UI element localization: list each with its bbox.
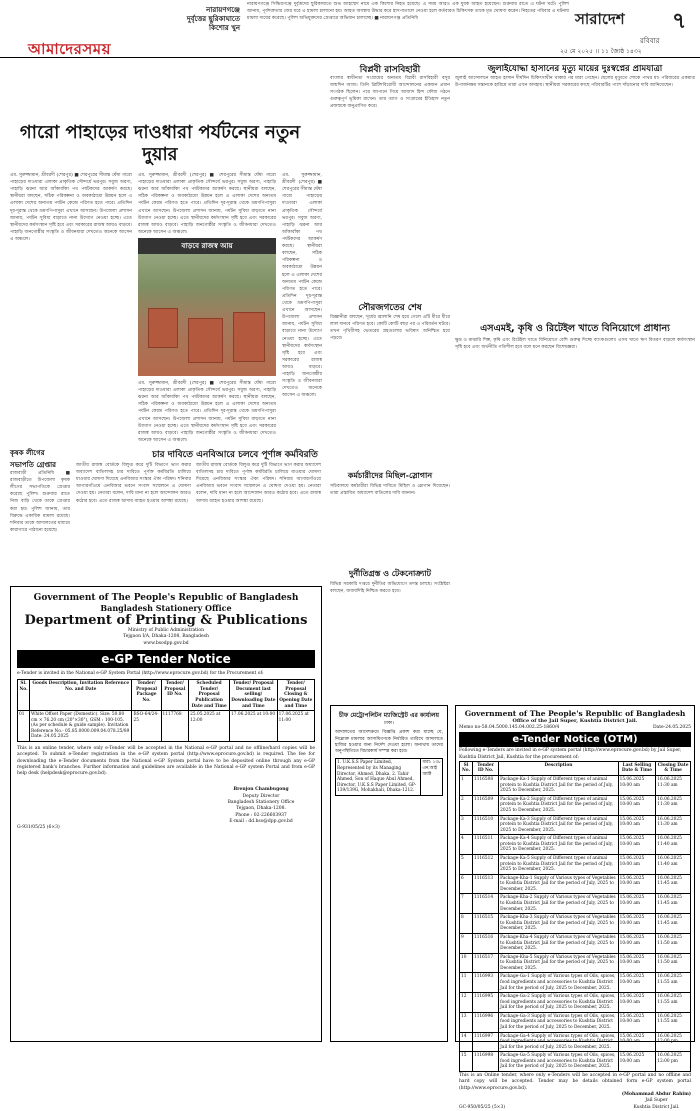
table-cell: 15 bbox=[460, 1052, 473, 1072]
table-row bbox=[460, 835, 691, 855]
masthead bbox=[0, 0, 700, 58]
table-row bbox=[460, 933, 691, 953]
table-cell: BSO-64/24-25 bbox=[132, 711, 161, 742]
story-body: বিভিন্ন সরকারি দপ্তরে দুর্নীতির অভিযোগে তদন্ত চলছে। সংশ্লিষ্টরা বলছেন, জবাবদিহি নিশ্চিত করতে হবে। bbox=[330, 582, 450, 595]
table-cell: 1116508 bbox=[472, 776, 498, 796]
table-cell: 16.06.2025 11:30 am bbox=[656, 795, 691, 815]
table-cell: 15.06.2025 10:00 am bbox=[618, 795, 656, 815]
ad-office: Bangladesh Stationery Office bbox=[100, 603, 232, 613]
table-cell: Package-Ga-4 Supply of Various types of Oils, spices, food ingredients and accessories to Kushtia District Jail for the period of July, 2025 to December, 2025. bbox=[499, 1032, 618, 1052]
table-cell: 15.06.2025 10:00 am bbox=[618, 1012, 656, 1032]
table-row bbox=[460, 1052, 691, 1072]
ad-gov: Government of The People's Republic of Bangladesh bbox=[464, 709, 686, 718]
col-header: Goods Description, Invitation Reference No. and Date bbox=[29, 680, 132, 711]
table-cell: 17.06.2025 at 10:00 bbox=[230, 711, 278, 742]
table-cell: Package-Ka-4 Supply of Different types of animal protein to Kushtia District Jail for the period of July, 2025 to December, 2025. bbox=[499, 835, 618, 855]
ad-dept: Department of Printing & Publications bbox=[24, 613, 308, 628]
story-headline: কর্মচারীদের মিছিল-স্লোগান bbox=[347, 471, 433, 480]
ad-title: e-Tender Notice (OTM) bbox=[459, 732, 691, 747]
signer-email: E-mail : dd.bso@dpp.gov.bd bbox=[229, 818, 293, 824]
table-row bbox=[18, 711, 315, 742]
table-cell: 9 bbox=[460, 933, 473, 953]
col-header: Tender/ Proposal Closing & Opening Date and Time bbox=[277, 680, 314, 711]
signer-name: Brenjon Chambugong bbox=[233, 787, 289, 793]
table-row bbox=[460, 795, 691, 815]
top-story-text: নারায়ণগঞ্জে সিদ্ধিরগঞ্জে দুর্বৃত্তদের ছুরিকাঘাতে শুভ আহম্মেদ নামে এক কিশোর নিহত হয়েছে। এ সময় আরও এক যুবক আহত হয়েছেন। শুক্রবার রাতে এ ঘটনা ঘটে। পুলিশ জানায়, পূর্বশত্রুতার জের ধরে এ হামলা চালানো হয়। আহত অবস্থায় উদ্ধার করে হাসপাতালে নেওয়া হলে কর্তব্যরত চিকিৎসক তাকে মৃত ঘোষণা করেন। নিহতের পরিবার এ ঘটনায় মামলা দায়ের করেছে। পুলিশ অভিযুক্তদের গ্রেপ্তারে অভিযান চালাচ্ছে। ■ নারায়ণগঞ্জ প্রতিনিধি bbox=[247, 2, 569, 21]
table-cell: 17.06.2025 at 11:00 bbox=[277, 711, 314, 742]
printing-tender-notice bbox=[10, 586, 322, 1042]
ad-subtitle: ঢাকা। bbox=[384, 721, 394, 726]
story-body: রাজবাড়ী প্রতিনিধি ■ রাজবাড়ীতে উপজেলা কৃষক লীগের সভাপতিকে গ্রেপ্তার করেছে পুলিশ। শুক্রবার রাতে নিজ বাড়ি থেকে তাকে গ্রেপ্তার করা হয়। পুলিশ জানায়, তার বিরুদ্ধে একাধিক মামলা রয়েছে। শনিবার তাকে আদালতের মাধ্যমে কারাগারে পাঠানো হয়েছে। bbox=[10, 471, 70, 533]
ad-title: e-GP Tender Notice bbox=[17, 650, 315, 668]
dateline: ২৫ মে ২০২৫ ।। ১১ জ্যৈষ্ঠ ১৪৩২ bbox=[560, 48, 642, 55]
table-cell: ধারা: ১৩৮ এন.আই অ্যাক্ট bbox=[421, 759, 443, 795]
table-cell: 16.06.2025 11:40 am bbox=[656, 854, 691, 874]
table-cell: 16.06.2025 12:00 pm bbox=[656, 1032, 691, 1052]
table-cell: 16.06.2025 11:40 am bbox=[656, 835, 691, 855]
table-cell: 16.06.2025 11:30 am bbox=[656, 815, 691, 835]
brick-stack bbox=[233, 312, 265, 362]
table-cell: 4 bbox=[460, 835, 473, 855]
story-headline: সৌরজগতের শেষ bbox=[358, 303, 422, 313]
brick-field-photo bbox=[138, 238, 276, 376]
table-cell: Package-Ga-5 Supply of Various types of Oils, spices, food ingredients and accessories to Kushtia District Jail for the period of July, 2025 to December, 2025. bbox=[499, 1052, 618, 1072]
table-cell: 5 bbox=[460, 854, 473, 874]
story-body: এম. সুরুজ্জামান, শ্রীবরদী (শেরপুর) ■ শেরপুরের সীমান্ত ঘেঁষা গারো পাহাড়ের দাওধারা এলাকা প্রাকৃতিক সৌন্দর্যে ভরপুর। সবুজ অরণ্য, পাহাড়ি ঝরনা আর আঁকাবাঁকা পথ পর্যটকদের আকর্ষণ করছে। স্থানীয়রা বলছেন, সঠিক পরিকল্পনা ও অবকাঠামো উন্নয়ন হলে এ এলাকা দেশের অন্যতম পর্যটন কেন্দ্রে পরিণত হতে পারে। প্রতিদিন দূর-দূরান্ত থেকে ভ্রমণপিপাসুরা এখানে আসছেন। উপজেলা প্রশাসন জানায়, পর্যটন সুবিধা বাড়াতে নানা উদ্যোগ নেওয়া হচ্ছে। এতে স্থানীয়দের কর্মসংস্থান সৃষ্টি হবে এবং সরকারের রাজস্ব আয়ও বাড়বে। পাহাড়ি জনগোষ্ঠীর সংস্কৃতি ও জীবনধারা দেখতেও অনেকে আসেন এ অঞ্চলে। bbox=[138, 381, 276, 443]
story-headline: কৃষক লীগের সভাপতি গ্রেপ্তার bbox=[10, 449, 57, 469]
story-body: এম. সুরুজ্জামান, শ্রীবরদী (শেরপুর) ■ শেরপুরের সীমান্ত ঘেঁষা গারো পাহাড়ের দাওধারা এলাকা প্রাকৃতিক সৌন্দর্যে ভরপুর। সবুজ অরণ্য, পাহাড়ি ঝরনা আর আঁকাবাঁকা পথ পর্যটকদের আকর্ষণ করছে। স্থানীয়রা বলছেন, সঠিক পরিকল্পনা ও অবকাঠামো উন্নয়ন হলে এ এলাকা দেশের অন্যতম পর্যটন কেন্দ্রে পরিণত হতে পারে। প্রতিদিন দূর-দূরান্ত থেকে ভ্রমণপিপাসুরা এখানে আসছেন। উপজেলা প্রশাসন জানায়, পর্যটন সুবিধা বাড়াতে নানা উদ্যোগ নেওয়া হচ্ছে। এতে স্থানীয়দের কর্মসংস্থান সৃষ্টি হবে এবং সরকারের রাজস্ব আয়ও বাড়বে। পাহাড়ি জনগোষ্ঠীর সংস্কৃতি ও জীবনধারা দেখতেও অনেকে আসেন এ অঞ্চলে। bbox=[282, 173, 323, 399]
case-table bbox=[335, 758, 443, 795]
col-header: Last Selling Date & Time bbox=[618, 761, 656, 775]
table-cell: 1117768 bbox=[161, 711, 189, 742]
table-cell: 1116993 bbox=[472, 973, 498, 993]
story-headline: বিপ্লবী রাসবিহারী bbox=[359, 65, 421, 75]
story-body: বিজ্ঞানীরা বলছেন, সূর্যের জ্বালানি শেষ হয়ে গেলে এটি ধীরে ধীরে লাল দানবে পরিণত হবে। কোটি কোটি বছর পর এ পরিবর্তন ঘটবে। তখন পৃথিবীসহ ভেতরের গ্রহগুলোর ভবিষ্যৎ অনিশ্চিত হয়ে পড়বে। bbox=[330, 315, 450, 342]
story-body: জাতীয় রাজস্ব বোর্ডকে বিলুপ্ত করে দুটি বিভাগে ভাগ করার অধ্যাদেশ বাতিলসহ চার দাবিতে পূর্ণাঙ্গ কর্মবিরতি চালিয়ে যাওয়ার ঘোষণা দিয়েছে এনবিআর সংস্কার ঐক্য পরিষদ। শনিবার আগারগাঁওয়ে এনবিআর ভবনে সংবাদ সম্মেলনে এ ঘোষণা দেওয়া হয়। নেতারা বলেন, দাবি মানা না হলে আন্দোলন আরও কঠোর হবে। এতে রাজস্ব আদায় ব্যাহত হওয়ার আশঙ্কা রয়েছে। bbox=[196, 463, 321, 504]
signer-org: Kushtia District Jail. bbox=[633, 1104, 680, 1110]
table-row bbox=[460, 914, 691, 934]
table-cell: 15.06.2025 10:00 am bbox=[618, 914, 656, 934]
tender-table bbox=[17, 679, 315, 742]
signer-phone: Phone : 02-226603937 bbox=[235, 812, 287, 818]
story-body: ক্ষুদ্র ও মাঝারি শিল্প, কৃষি এবং রিটেইল খাতে বিনিয়োগে বেশি গুরুত্ব দিচ্ছে ব্যাংকগুলো। এসব খাতে ঋণ বিতরণ বাড়লে কর্মসংস্থান সৃষ্টি হবে এবং অর্থনীতি গতিশীল হবে বলে মনে করছেন বিশেষজ্ঞরা। bbox=[455, 338, 695, 351]
table-cell: 1116998 bbox=[472, 1052, 498, 1072]
table-cell: 25.05.2025 at 12:00 bbox=[189, 711, 230, 742]
ad-date: Date-24.05.2025 bbox=[652, 725, 691, 730]
ad-website: www.bsodpp.gov.bd bbox=[143, 640, 189, 646]
table-cell: Package-Kha-1 Supply of Various types of Vegetables to Kushtia District Jail for the period of July, 2025 to December, 2025. bbox=[499, 874, 618, 894]
table-cell: 15.06.2025 10:00 am bbox=[618, 854, 656, 874]
signer-name: (Mohammad Abdur Rahim) bbox=[621, 1091, 691, 1097]
section-name: সারাদেশ bbox=[575, 10, 625, 28]
table-row bbox=[460, 973, 691, 993]
table-row bbox=[460, 894, 691, 914]
table-cell: 6 bbox=[460, 874, 473, 894]
table-cell: 16.06.2025 11:45 am bbox=[656, 874, 691, 894]
col-header: Scheduled Tender/ Proposal Publication Date and Time bbox=[189, 680, 230, 711]
table-cell: 1116995 bbox=[472, 993, 498, 1013]
table-cell: 1116509 bbox=[472, 795, 498, 815]
table-cell: 15.06.2025 10:00 am bbox=[618, 874, 656, 894]
table-cell: 15.06.2025 10:00 am bbox=[618, 1032, 656, 1052]
table-cell: 16.06.2025 11:30 am bbox=[656, 776, 691, 796]
table-cell: 15.06.2025 10:00 am bbox=[618, 993, 656, 1013]
table-cell: Package-Ka-5 Supply of Different types of animal protein to Kushtia District Jail for the period of July, 2025 to December, 2025. bbox=[499, 854, 618, 874]
ad-title: চীফ মেট্রোপলিটন ম্যাজিস্ট্রেট এর কার্যালয় bbox=[338, 712, 440, 719]
newspaper-logo: আমাদেরসময় bbox=[28, 40, 111, 58]
table-row bbox=[460, 776, 691, 796]
table-cell: 7 bbox=[460, 894, 473, 914]
table-cell: 11 bbox=[460, 973, 473, 993]
table-cell: Package-Kha-4 Supply of Various types of Vegetables to Kushtia District Jail for the period of July, 2025 to December, 2025. bbox=[499, 933, 618, 953]
top-story-headline: নারায়ণগঞ্জে দুর্বৃত্তের ছুরিকাঘাতে কিশোর খুন bbox=[186, 6, 240, 32]
ad-code: G-931/05/25 (6×3) bbox=[17, 825, 60, 831]
story-body: এম. সুরুজ্জামান, শ্রীবরদী (শেরপুর) ■ শেরপুরের সীমান্ত ঘেঁষা গারো পাহাড়ের দাওধারা এলাকা প্রাকৃতিক সৌন্দর্যে ভরপুর। সবুজ অরণ্য, পাহাড়ি ঝরনা আর আঁকাবাঁকা পথ পর্যটকদের আকর্ষণ করছে। স্থানীয়রা বলছেন, সঠিক পরিকল্পনা ও অবকাঠামো উন্নয়ন হলে এ এলাকা দেশের অন্যতম পর্যটন কেন্দ্রে পরিণত হতে পারে। প্রতিদিন দূর-দূরান্ত থেকে ভ্রমণপিপাসুরা এখানে আসছেন। উপজেলা প্রশাসন জানায়, পর্যটন সুবিধা বাড়াতে নানা উদ্যোগ নেওয়া হচ্ছে। এতে স্থানীয়দের কর্মসংস্থান সৃষ্টি হবে এবং সরকারের রাজস্ব আয়ও বাড়বে। পাহাড়ি জনগোষ্ঠীর সংস্কৃতি ও জীবনধারা দেখতেও অনেকে আসেন এ অঞ্চলে। bbox=[10, 173, 132, 242]
weekday: রবিবার bbox=[640, 37, 660, 45]
table-cell: Package-Ga-2 Supply of Various types of Oils, spices, food ingredients and accessories to Kushtia District Jail for the period of July, 2025 to December, 2025. bbox=[499, 993, 618, 1013]
table-cell: 15.06.2025 10:00 am bbox=[618, 894, 656, 914]
table-cell: 15.06.2025 10:00 am bbox=[618, 776, 656, 796]
table-cell: 1 bbox=[460, 776, 473, 796]
ad-footer: This is an Online tender, where only e-Tenders will be accepted in e-GP portal and no offline and hard copy will be accepted. Tender may be details obtained form e-GP system portal (http://www.eprocure.gov.bd). bbox=[459, 1073, 691, 1091]
table-row bbox=[460, 1032, 691, 1052]
table-cell: 3 bbox=[460, 815, 473, 835]
table-cell: 14 bbox=[460, 1032, 473, 1052]
table-cell: 16.06.2025 12:00 pm bbox=[656, 1052, 691, 1072]
table-cell: 16.06.2025 11:55 am bbox=[656, 973, 691, 993]
table-row bbox=[460, 815, 691, 835]
table-cell: Package-Ka-2 Supply of Different types of animal protein to Kushtia District Jail for the period of July, 2025 to December, 2025. bbox=[499, 795, 618, 815]
ad-code: GC-950/05/25 (5×3) bbox=[459, 1104, 506, 1110]
table-row bbox=[460, 1012, 691, 1032]
page-number: ৭ bbox=[672, 9, 687, 34]
table-cell: 15.06.2025 10:00 am bbox=[618, 953, 656, 973]
table-cell: 1116511 bbox=[472, 835, 498, 855]
ad-ministry: Ministry of Public Administration bbox=[127, 628, 205, 633]
table-cell: Package-Ka-3 Supply of Different types of animal protein to Kushtia District Jail for the period of July, 2025 to December, 2025. bbox=[499, 815, 618, 835]
story-body: জুলাই আন্দোলনে আহত হাসান দীর্ঘদিন চিকিৎসাধীন থাকার পর মারা গেছেন। ছেলের মৃত্যুতে শোকে পাথর মা। পরিবারের একমাত্র উপার্জনক্ষম সন্তানকে হারিয়ে তারা এখন অসহায়। স্থানীয়রা সরকারের কাছে পরিবারটির পাশে দাঁড়ানোর দাবি জানিয়েছেন। bbox=[455, 76, 695, 89]
story-headline: চার দাবিতে এনবিআরে চলবে পূর্ণাঙ্গ কর্মবিরতি bbox=[152, 450, 318, 460]
ad-footer: This is an online tender, where only e-Tender will be accepted in the National e-GP portal and no offline/hard copies will be accepted. To submit e-Tender registration in the e-GP system portal (http://www.eprocure.gov.bd) is required. The fee for downloading the e-Tender documents from the National e-GP System portal have to be deposited online through any e-GP registered bank's branches. Further information and guidelines are available in the National e-GP system Portal and from e-GP help desk (helpdesk@eprocure.gov.bd). bbox=[17, 745, 315, 777]
story-body: বাংলার স্বাধীনতা সংগ্রামের অন্যতম বিপ্লবী রাসবিহারী বসুর জন্মদিন আজ। তিনি ব্রিটিশবিরোধী আন্দোলনের একজন প্রধান সংগঠক ছিলেন। পরে জাপানে গিয়ে আজাদ হিন্দ ফৌজ গঠনে গুরুত্বপূর্ণ ভূমিকা রাখেন। তার ত্যাগ ও সংগ্রামের ইতিহাস নতুন প্রজন্মকে অনুপ্রাণিত করে। bbox=[330, 76, 450, 110]
signer-title: Jail Super bbox=[645, 1098, 668, 1104]
story-body: এম. সুরুজ্জামান, শ্রীবরদী (শেরপুর) ■ শেরপুরের সীমান্ত ঘেঁষা গারো পাহাড়ের দাওধারা এলাকা প্রাকৃতিক সৌন্দর্যে ভরপুর। সবুজ অরণ্য, পাহাড়ি ঝরনা আর আঁকাবাঁকা পথ পর্যটকদের আকর্ষণ করছে। স্থানীয়রা বলছেন, সঠিক পরিকল্পনা ও অবকাঠামো উন্নয়ন হলে এ এলাকা দেশের অন্যতম পর্যটন কেন্দ্রে পরিণত হতে পারে। প্রতিদিন দূর-দূরান্ত থেকে ভ্রমণপিপাসুরা এখানে আসছেন। উপজেলা প্রশাসন জানায়, পর্যটন সুবিধা বাড়াতে নানা উদ্যোগ নেওয়া হচ্ছে। এতে স্থানীয়দের কর্মসংস্থান সৃষ্টি হবে এবং সরকারের রাজস্ব আয়ও বাড়বে। পাহাড়ি জনগোষ্ঠীর সংস্কৃতি ও জীবনধারা দেখতেও অনেকে আসেন এ অঞ্চলে। bbox=[138, 173, 276, 235]
table-cell: 15.06.2025 10:00 am bbox=[618, 973, 656, 993]
table-cell: 16.06.2025 11:50 am bbox=[656, 953, 691, 973]
table-cell: 15.06.2025 10:00 am bbox=[618, 933, 656, 953]
table-cell: Package-Kha-2 Supply of Various types of Vegetables to Kushtia District Jail for the period of July, 2025 to December, 2025. bbox=[499, 894, 618, 914]
table-cell: 1116510 bbox=[472, 815, 498, 835]
table-cell: Package-Ga-3 Supply of Various types of Oils, spices, food ingredients and accessories to Kushtia District Jail for the period of July, 2025 to December, 2025. bbox=[499, 1012, 618, 1032]
table-cell: 15.06.2025 10:00 am bbox=[618, 815, 656, 835]
col-header: Closing Date & Time bbox=[656, 761, 691, 775]
table-cell: 16.06.2025 11:50 am bbox=[656, 933, 691, 953]
table-cell: 1116996 bbox=[472, 1012, 498, 1032]
story-headline: দুর্নীতিগ্রস্ত ও টেকনোক্র্যাট bbox=[349, 569, 431, 578]
table-cell: 16.06.2025 11:55 am bbox=[656, 993, 691, 1013]
table-cell: 16.06.2025 11:45 am bbox=[656, 894, 691, 914]
story-headline: এসএমই, কৃষি ও রিটেইল খাতে বিনিয়োগে প্রাধান্য bbox=[480, 323, 670, 334]
ad-body: আদালতের আদেশক্রমে বিজ্ঞপ্তি প্রকাশ করা যাচ্ছে যে, নিম্নোক্ত মামলার আসামিগণকে নির্ধারিত তারিখে আদালতে হাজির হওয়ার জন্য নির্দেশ দেওয়া হলো। অন্যথায় তাদের অনুপস্থিতিতে বিচারকার্য সম্পন্ন করা হবে। bbox=[335, 730, 443, 755]
table-cell: 1116516 bbox=[472, 933, 498, 953]
table-cell: 8 bbox=[460, 914, 473, 934]
table-cell: 10 bbox=[460, 953, 473, 973]
photo-caption: বাড়বে রাজস্ব আয় bbox=[138, 238, 276, 254]
table-cell: 1116514 bbox=[472, 894, 498, 914]
table-cell: Package-Ka-1 Supply of Different types of animal protein to Kushtia District Jail for the period of July, 2025 to December, 2025. bbox=[499, 776, 618, 796]
brick-stack bbox=[188, 318, 223, 363]
table-cell: 1. U.K.S.S Paper Limited, Represented by its Managing Director, Ahmed, Dhaka. 2. Tahir Ahmed, Son of Haque Abul Ahmed, Director, U.K.S.S Paper Limited, GP-139/139G, Mohakhali, Dhaka-1212. bbox=[336, 759, 421, 795]
tender-table bbox=[459, 761, 691, 1072]
col-header: Tender/ Proposal Package No. bbox=[132, 680, 161, 711]
table-row bbox=[460, 874, 691, 894]
table-header bbox=[460, 761, 691, 775]
col-header: Sl No. bbox=[460, 761, 473, 775]
ad-intro: Following e-Tenders are invited in e-GP system portal (http://www.eprocure.gov.bd) by Jail Super, Kushtia District Jail, Kushtia for the procurement of: bbox=[459, 748, 682, 760]
col-header: Tender ID No. bbox=[472, 761, 498, 775]
table-cell: Package-Kha-5 Supply of Various types of Vegetables to Kushtia District Jail for the period of July, 2025 to December, 2025. bbox=[499, 953, 618, 973]
table-row bbox=[460, 854, 691, 874]
signer-address: Tejgaon, Dhaka-1208. bbox=[236, 806, 286, 812]
table-cell: White Offset Paper (Domestic). Size: 50.80 cm × 76.20 cm (20"×30"), GSM : 100-105. (As per schedule & guide sample). Invitation Reference No.- 05.85.0000.009.04.078.25/89 Date: 24.05.2025 bbox=[29, 711, 132, 742]
ad-address: Tejgaon I/A, Dhaka-1208, Bangladesh bbox=[123, 634, 209, 640]
table-row bbox=[336, 759, 443, 795]
table-cell: 16.06.2025 11:45 am bbox=[656, 914, 691, 934]
table-cell: 12 bbox=[460, 993, 473, 1013]
table-row bbox=[460, 953, 691, 973]
ad-office: Office of the Jail Super, Kushtia District Jail. bbox=[512, 718, 638, 724]
brick-stack bbox=[148, 308, 178, 348]
signer-title: Deputy Director bbox=[242, 793, 280, 799]
ad-memo: Memo no-58.04.5000.145.04.002.25-1860/4 bbox=[459, 725, 560, 730]
story-body: সচিবালয়ে কর্মচারীরা বিভিন্ন দাবিতে মিছিল ও স্লোগান দিয়েছেন। তারা প্রস্তাবিত অধ্যাদেশ বাতিলের দাবি জানান। bbox=[330, 484, 450, 497]
table-cell: 1116512 bbox=[472, 854, 498, 874]
table-cell: 2 bbox=[460, 795, 473, 815]
table-cell: 15.06.2025 10:00 am bbox=[618, 835, 656, 855]
jail-tender-notice bbox=[455, 705, 695, 1110]
table-cell: 1116515 bbox=[472, 914, 498, 934]
col-header: Sl. No. bbox=[18, 680, 30, 711]
story-body: জাতীয় রাজস্ব বোর্ডকে বিলুপ্ত করে দুটি বিভাগে ভাগ করার অধ্যাদেশ বাতিলসহ চার দাবিতে পূর্ণাঙ্গ কর্মবিরতি চালিয়ে যাওয়ার ঘোষণা দিয়েছে এনবিআর সংস্কার ঐক্য পরিষদ। শনিবার আগারগাঁওয়ে এনবিআর ভবনে সংবাদ সম্মেলনে এ ঘোষণা দেওয়া হয়। নেতারা বলেন, দাবি মানা না হলে আন্দোলন আরও কঠোর হবে। এতে রাজস্ব আদায় ব্যাহত হওয়ার আশঙ্কা রয়েছে। bbox=[76, 463, 191, 504]
table-cell: 1116517 bbox=[472, 953, 498, 973]
col-header: Tender/ Proposal Document last selling/ Downloading Date and Time bbox=[230, 680, 278, 711]
col-header: Description bbox=[499, 761, 618, 775]
table-row bbox=[460, 993, 691, 1013]
table-cell: 16.06.2025 11:55 am bbox=[656, 1012, 691, 1032]
court-notice bbox=[330, 705, 448, 1042]
table-cell: 13 bbox=[460, 1012, 473, 1032]
table-cell: Package-Ga-1 Supply of Various types of Oils, spices, food ingredients and accessories to Kushtia District Jail for the period of July, 2025 to December, 2025. bbox=[499, 973, 618, 993]
table-cell: Package-Kha-3 Supply of Various types of Vegetables to Kushtia District Jail for the period of July, 2025 to December, 2025. bbox=[499, 914, 618, 934]
ad-intro: e-Tender is invited in the National e-GP System Portal (http://www.eprocure.gov.bd) for the Procurement of: bbox=[17, 670, 264, 676]
table-header bbox=[18, 680, 315, 711]
ad-gov: Government of The People's Republic of Bangladesh bbox=[33, 593, 299, 603]
table-cell: 1116997 bbox=[472, 1032, 498, 1052]
table-cell: 1116513 bbox=[472, 874, 498, 894]
table-cell: 01 bbox=[18, 711, 30, 742]
col-header: Tender/ Proposal ID No. bbox=[161, 680, 189, 711]
signer-org: Bangladesh Stationery Office bbox=[227, 800, 295, 806]
story-headline: গারো পাহাড়ের দাওধারা পর্যটনের নতুন দুয়ার bbox=[19, 122, 301, 165]
table-cell: 15.06.2025 10:00 am bbox=[618, 1052, 656, 1072]
story-headline: জুলাইযোদ্ধা হাসানের মৃত্যু মায়ের দুঃস্বপ্নের প্রামযাত্রা bbox=[487, 64, 663, 74]
